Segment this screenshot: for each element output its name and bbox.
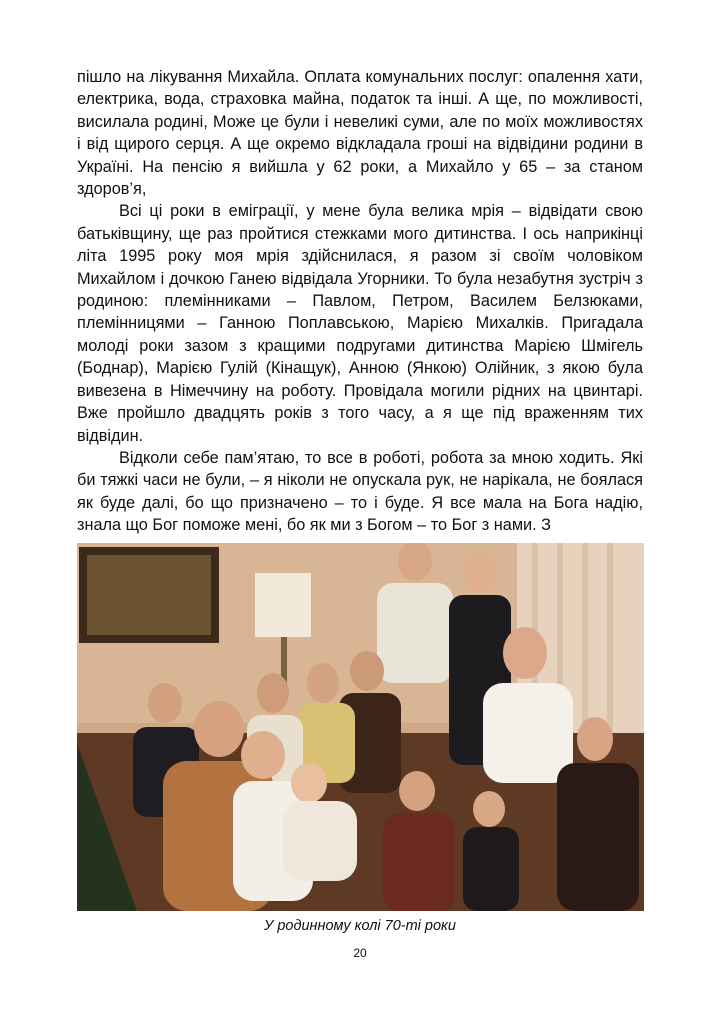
paragraph-3: Відколи себе пам’ятаю, то все в роботі, робота за мною ходить. Які би тяжкі часи не були, – я ніколи не опускала рук, не нарікала, не боялася як буде далі, бо що призначено – то і буде. Я все мала на Бога надію, знала що Бог поможе мені, бо як ми з Богом – то Бог з нами. З bbox=[77, 448, 643, 535]
paragraph-1: пішло на лікування Михайла. Оплата комунальних послуг: опалення хати, електрика, вода, страховка майна, податок та інші. А ще, по можливості, висилала родині, Може це були і невеликі суми, але по моїх можливостях і від щирого серця. А ще окремо відкладала гроші на відвідини родини в Україні. На пенсію я вийшла у 62 роки, а Михайло у 65 – за станом здоров’я, bbox=[77, 68, 643, 199]
paragraph-2: Всі ці роки в еміграції, у мене була велика мрія – відвідати свою батьківщину, ще раз пройтися стежками мого дитинства. І ось наприкінці літа 1995 року моя мрія здійснилася, я разом зі своїм чоловіком Михайлом і дочкою Ганею відвідала Угорники. То була незабутня зустріч з родиною: племінниками – Павлом, Петром, Василем Белзюками, племінницями – Ганною Поплавською, Марією Михалків. Пригадала молоді роки зазом з кращими подругами дитинства Марією Шмігель (Боднар), Марією Гулій (Кінащук), Анною (Янкою) Олійник, з якою була вивезена в Німеччину на роботу. Провідала могили рідних на цвинтарі. Вже пройшло двадцять років з того часу, а я ще під враженням тих відвідин. bbox=[77, 202, 643, 445]
family-photo bbox=[77, 543, 644, 911]
page-number: 20 bbox=[353, 946, 367, 960]
family-photo-illustration bbox=[77, 543, 644, 911]
photo-caption: У родинному колі 70-ті роки bbox=[264, 918, 456, 934]
body-text bbox=[77, 66, 643, 537]
